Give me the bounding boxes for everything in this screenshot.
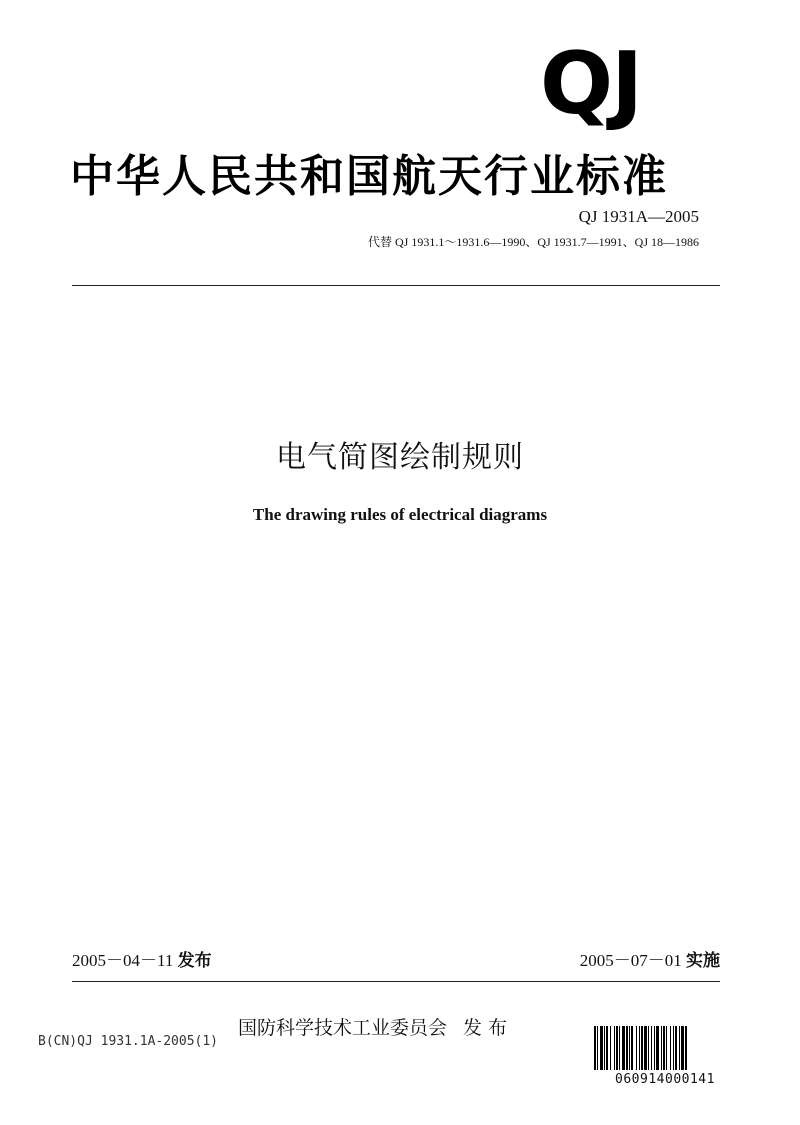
barcode-bar [651, 1026, 652, 1070]
barcode-bar [641, 1026, 643, 1070]
barcode-bar [681, 1026, 684, 1070]
barcode-bar [606, 1026, 608, 1070]
effective-label: 实施 [686, 951, 720, 971]
barcode-bar [636, 1026, 637, 1070]
issue-label: 发布 [177, 951, 212, 971]
barcode-bar [675, 1026, 677, 1070]
barcode-bar [685, 1026, 687, 1070]
effective-date [580, 946, 720, 971]
publisher-action: 发布 [463, 1017, 514, 1039]
barcode-bar [600, 1026, 603, 1070]
barcode-bar [622, 1026, 625, 1070]
top-divider [72, 285, 720, 286]
publisher [238, 1013, 513, 1040]
barcode-bar [616, 1026, 618, 1070]
catalog-code: B(CN)QJ 1931.1A-2005(1) [38, 1034, 219, 1049]
org-title: 中华人民共和国航天行业标准 [70, 151, 668, 202]
barcode-bar [614, 1026, 615, 1070]
effective-date-value: 2005－07－01 [579, 951, 682, 970]
barcode-number: 060914000141 [615, 1072, 715, 1087]
issue-date [72, 946, 212, 971]
barcode-bar [597, 1026, 598, 1070]
barcode-bar [648, 1026, 649, 1070]
barcode-bar [679, 1026, 680, 1070]
barcode [593, 1026, 737, 1070]
barcode-bar [663, 1026, 665, 1070]
qj-logo: QJ [540, 34, 642, 134]
barcode-bar [644, 1026, 647, 1070]
barcode-bar [654, 1026, 655, 1070]
barcode-bar [639, 1026, 640, 1070]
barcode-bar [610, 1026, 611, 1070]
barcode-bar [656, 1026, 659, 1070]
issue-date-value: 2005－04－11 [72, 951, 174, 970]
barcode-bar [626, 1026, 628, 1070]
barcode-bar [631, 1026, 633, 1070]
publisher-name: 国防科学技术工业委员会 [238, 1017, 448, 1039]
barcode-bar [673, 1026, 674, 1070]
replaces-note: 代替 QJ 1931.1～1931.6—1990、QJ 1931.7—1991、QJ 18—1986 [367, 235, 699, 249]
document-title-en: The drawing rules of electrical diagrams [252, 505, 548, 524]
standard-number: QJ 1931A—2005 [578, 207, 699, 226]
barcode-bar [629, 1026, 630, 1070]
barcode-bar [670, 1026, 671, 1070]
barcode-bar [619, 1026, 620, 1070]
document-title-cn: 电气简图绘制规则 [276, 440, 524, 475]
barcode-bar [666, 1026, 667, 1070]
bottom-divider [72, 981, 720, 982]
barcode-bar [661, 1026, 662, 1070]
barcode-bar [594, 1026, 596, 1070]
barcode-bar [604, 1026, 605, 1070]
